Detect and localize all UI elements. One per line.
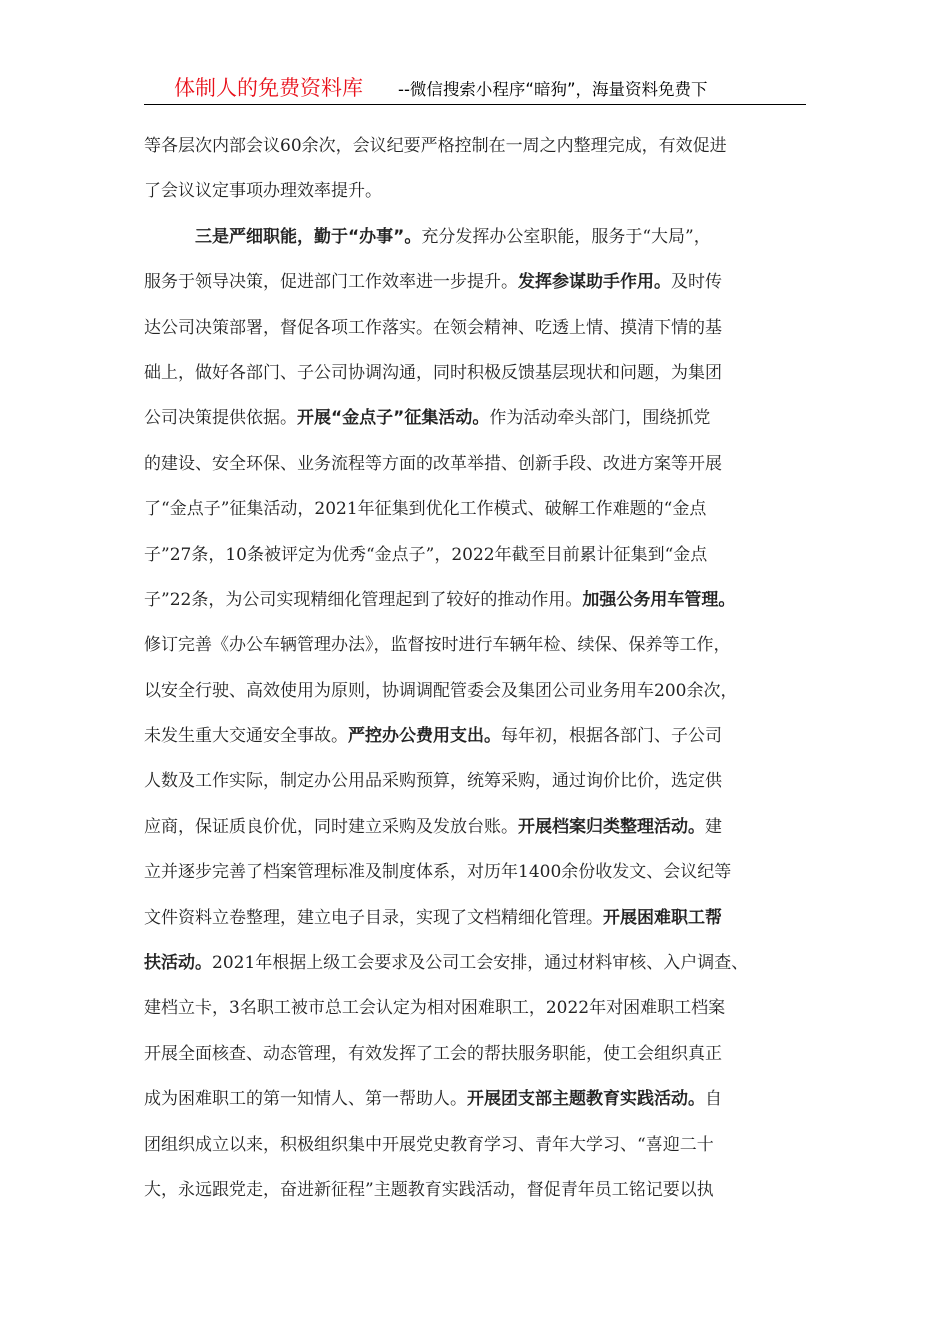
document-body xyxy=(144,124,824,1213)
text-line xyxy=(144,442,824,487)
text-run: 达公司决策部署，督促各项工作落实。在领会精神、吃透上情、摸清下情的基 xyxy=(144,317,722,338)
text-line xyxy=(144,1168,824,1213)
text-run: 了“金点子”征集活动，2021年征集到优化工作模式、破解工作难题的“金点 xyxy=(144,499,707,520)
text-line xyxy=(144,941,824,986)
text-run: 作为活动牵头部门，围绕抓党 xyxy=(489,408,711,429)
text-run: 未发生重大交通安全事故。 xyxy=(144,726,348,747)
text-line xyxy=(144,351,824,396)
text-line xyxy=(144,124,824,169)
bold-heading-run: 开展团支部主题教育实践活动。 xyxy=(467,1089,705,1110)
text-line xyxy=(144,1077,824,1122)
text-run: 开展全面核查、动态管理，有效发挥了工会的帮扶服务职能，使工会组织真正 xyxy=(144,1043,722,1064)
text-run: 以安全行驶、高效使用为原则，协调调配管委会及集团公司业务用车200余次， xyxy=(144,680,738,701)
bold-heading-run: 扶活动。 xyxy=(144,953,212,974)
text-line xyxy=(144,896,824,941)
bold-heading-run: 严控办公费用支出。 xyxy=(348,726,501,747)
text-run: 础上，做好各部门、子公司协调沟通，同时积极反馈基层现状和问题，为集团 xyxy=(144,362,722,383)
watermark-tagline: --微信搜索小程序“暗狗”，海量资料免费下 xyxy=(398,80,708,99)
paragraph xyxy=(144,215,824,1214)
text-run: 自 xyxy=(705,1089,722,1110)
text-run: 修订完善《办公车辆管理办法》，监督按时进行车辆年检、续保、保养等工作， xyxy=(144,635,731,656)
text-line xyxy=(144,578,824,623)
page-header xyxy=(144,70,806,105)
text-line xyxy=(144,623,824,668)
text-run: 人数及工作实际，制定办公用品采购预算，统筹采购，通过询价比价，选定供 xyxy=(144,771,722,792)
text-line xyxy=(144,169,824,214)
bold-heading-run: 开展“金点子”征集活动。 xyxy=(297,408,490,429)
text-run: 团组织成立以来，积极组织集中开展党史教育学习、青年大学习、“喜迎二十 xyxy=(144,1134,714,1155)
text-run: 及时传 xyxy=(671,272,722,293)
text-line xyxy=(144,669,824,714)
text-line xyxy=(144,805,824,850)
bold-heading-run: 加强公务用车管理。 xyxy=(582,589,736,610)
bold-heading-run: 三是严细职能，勤于“办事”。 xyxy=(195,226,422,247)
text-run: 的建设、安全环保、业务流程等方面的改革举措、创新手段、改进方案等开展 xyxy=(144,453,722,474)
bold-heading-run: 开展档案归类整理活动。 xyxy=(518,816,705,837)
text-run: 公司决策提供依据。 xyxy=(144,408,297,429)
text-run: 了会议议定事项办理效率提升。 xyxy=(144,181,382,202)
bold-heading-run: 发挥参谋助手作用。 xyxy=(518,272,671,293)
text-line xyxy=(144,1032,824,1077)
text-run: 子”22条，为公司实现精细化管理起到了较好的推动作用。 xyxy=(144,589,583,610)
text-run: 应商，保证质良价优，同时建立采购及发放台账。 xyxy=(144,816,518,837)
text-run: 每年初，根据各部门、子公司 xyxy=(501,726,722,747)
text-line xyxy=(144,1123,824,1168)
text-run: 文件资料立卷整理，建立电子目录，实现了文档精细化管理。 xyxy=(144,907,603,928)
text-line xyxy=(144,850,824,895)
text-line xyxy=(144,533,824,578)
text-run: 立并逐步完善了档案管理标准及制度体系，对历年1400余份收发文、会议纪等 xyxy=(144,862,732,883)
text-run: 服务于领导决策，促进部门工作效率进一步提升。 xyxy=(144,272,518,293)
text-run: 建档立卡，3名职工被市总工会认定为相对困难职工，2022年对困难职工档案 xyxy=(144,998,726,1019)
watermark-brand: 体制人的免费资料库 xyxy=(174,76,363,100)
text-line xyxy=(144,759,824,804)
text-line xyxy=(144,215,824,260)
text-line xyxy=(144,714,824,759)
text-line xyxy=(144,306,824,351)
text-line xyxy=(144,396,824,441)
text-run: 子”27条，10条被评定为优秀“金点子”，2022年截至目前累计征集到“金点 xyxy=(144,544,708,565)
text-run: 充分发挥办公室职能，服务于“大局”， xyxy=(421,226,711,247)
text-run: 等各层次内部会议60余次，会议纪要严格控制在一周之内整理完成，有效促进 xyxy=(144,136,727,156)
text-run: 建 xyxy=(705,816,722,837)
paragraph xyxy=(144,124,824,215)
text-run: 成为困难职工的第一知情人、第一帮助人。 xyxy=(144,1089,467,1110)
text-line xyxy=(144,260,824,305)
text-line xyxy=(144,487,824,532)
text-run: 2021年根据上级工会要求及公司工会安排，通过材料审核、入户调查、 xyxy=(212,953,749,974)
bold-heading-run: 开展困难职工帮 xyxy=(603,907,722,928)
text-run: 大，永远跟党走，奋进新征程”主题教育实践活动，督促青年员工铭记要以执 xyxy=(144,1179,714,1200)
text-line xyxy=(144,986,824,1031)
